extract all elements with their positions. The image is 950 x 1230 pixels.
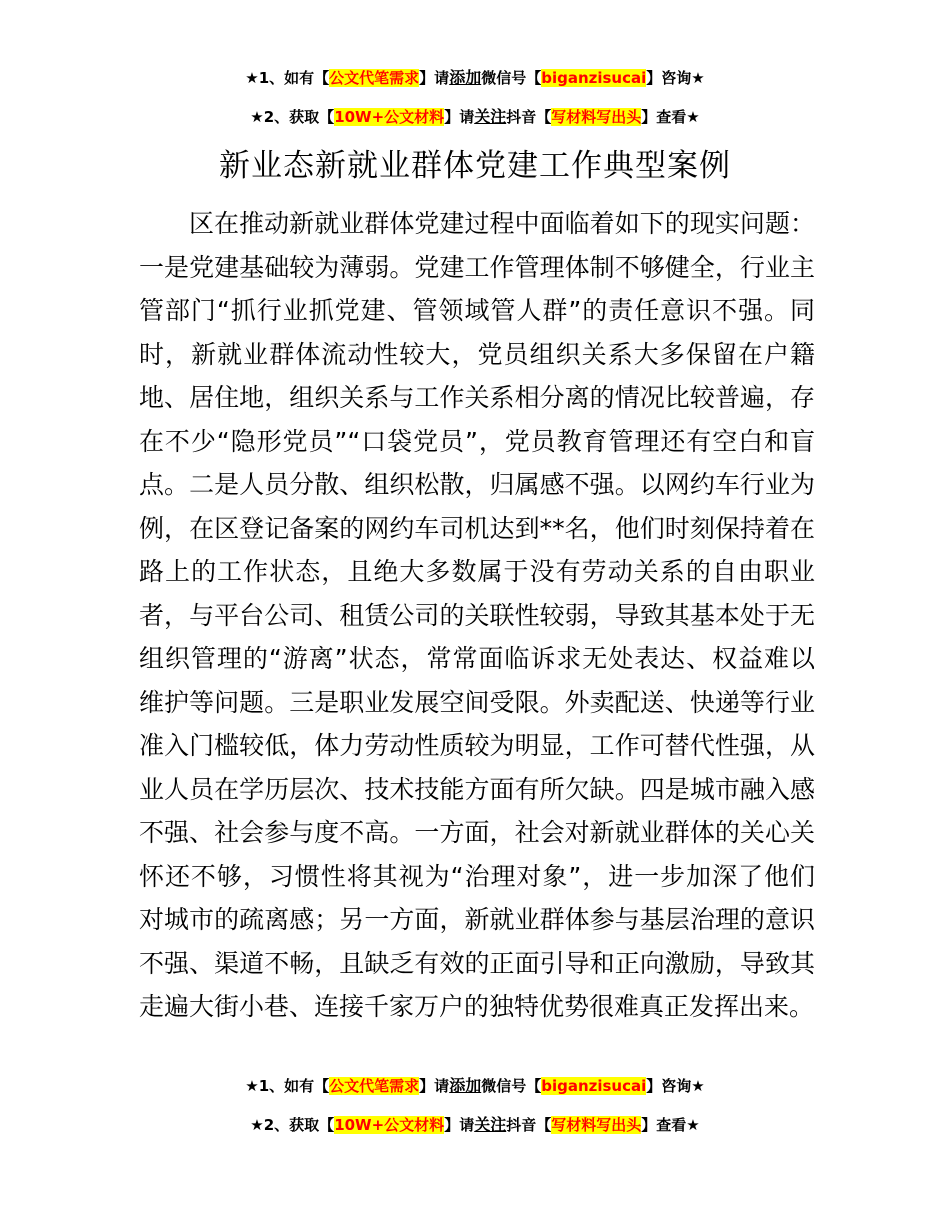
promo-underlined-add: 添加 [449,1076,482,1095]
promo-suffix: 】查看★ [641,1116,700,1134]
body-text-line: 路上的工作状态，且绝大多数属于没有劳动关系的自由职业 [139,557,815,586]
body-text-line: 地、居住地，组织关系与工作关系相分离的情况比较普遍，存 [139,383,815,412]
promo-line-douyin [0,1115,950,1135]
promo-suffix: 】咨询★ [646,69,705,87]
promo-prefix: ★2、获取【 [250,1116,335,1134]
document-title: 新业态新就业群体党建工作典型案例 [219,148,731,184]
promo-suffix: 】咨询★ [646,1077,705,1095]
promo-text: 】请 [419,1077,450,1095]
promo-underlined-follow: 关注 [474,1115,507,1134]
body-text-line: 例，在区登记备案的网约车司机达到**名，他们时刻保持着在 [139,513,815,543]
promo-line-wechat [0,68,950,88]
promo-prefix: ★1、如有【 [245,69,330,87]
body-text-line: 业人员在学历层次、技术技能方面有所欠缺。四是城市融入感 [139,774,815,804]
promo-text: 】请 [444,1116,475,1134]
body-text-line: 点。二是人员分散、组织松散，归属感不强。以网约车行业为 [139,470,815,499]
promo-highlight-service: 公文代笔需求 [329,1077,420,1095]
body-text-line: 不强、社会参与度不高。一方面，社会对新就业群体的关心关 [139,818,815,847]
body-text-line: 区在推动新就业群体党建过程中面临着如下的现实问题： [189,209,815,238]
promo-prefix: ★1、如有【 [245,1077,330,1095]
promo-text: 抖音【 [506,108,552,126]
body-text-line: 对城市的疏离感；另一方面，新就业群体参与基层治理的意识 [139,905,815,934]
promo-highlight-wechat-id: biganzisucai [541,69,647,87]
promo-highlight-douyin-id: 写材料写出头 [551,108,642,126]
promo-line-wechat [0,1076,950,1096]
promo-line-douyin [0,107,950,127]
promo-prefix: ★2、获取【 [250,108,335,126]
promo-highlight-wechat-id: biganzisucai [541,1077,647,1095]
body-text-line: 一是党建基础较为薄弱。党建工作管理体制不够健全，行业主 [139,252,815,282]
promo-text: 微信号【 [481,1077,542,1095]
document-body [139,202,815,1029]
body-text-line: 不强、渠道不畅，且缺乏有效的正面引导和正向激励，导致其 [139,948,815,978]
promo-underlined-add: 添加 [449,68,482,87]
promo-highlight-douyin-id: 写材料写出头 [551,1116,642,1134]
body-text-line: 组织管理的“游离”状态，常常面临诉求无处表达、权益难以 [139,644,815,673]
body-text-line: 走遍大街小巷、连接千家万户的独特优势很难真正发挥出来。 [139,992,815,1021]
promo-text: 】请 [419,69,450,87]
body-text-line: 怀还不够，习惯性将其视为“治理对象”，进一步加深了他们 [139,861,815,891]
body-text-line: 者，与平台公司、租赁公司的关联性较弱，导致其基本处于无 [139,600,815,630]
promo-text: 】请 [444,108,475,126]
body-text-line: 管部门“抓行业抓党建、管领域管人群”的责任意识不强。同 [139,296,815,325]
body-text-line: 准入门槛较低，体力劳动性质较为明显，工作可替代性强，从 [139,731,815,760]
body-text-line: 维护等问题。三是职业发展空间受限。外卖配送、快递等行业 [139,687,815,717]
promo-text: 抖音【 [506,1116,552,1134]
promo-highlight-materials: 10W+公文材料 [334,1116,445,1134]
body-text-line: 时，新就业群体流动性较大，党员组织关系大多保留在户籍 [139,339,815,369]
body-text-line: 在不少“隐形党员”“口袋党员”，党员教育管理还有空白和盲 [139,426,815,456]
promo-highlight-service: 公文代笔需求 [329,69,420,87]
promo-highlight-materials: 10W+公文材料 [334,108,445,126]
promo-text: 微信号【 [481,69,542,87]
promo-underlined-follow: 关注 [474,107,507,126]
promo-suffix: 】查看★ [641,108,700,126]
